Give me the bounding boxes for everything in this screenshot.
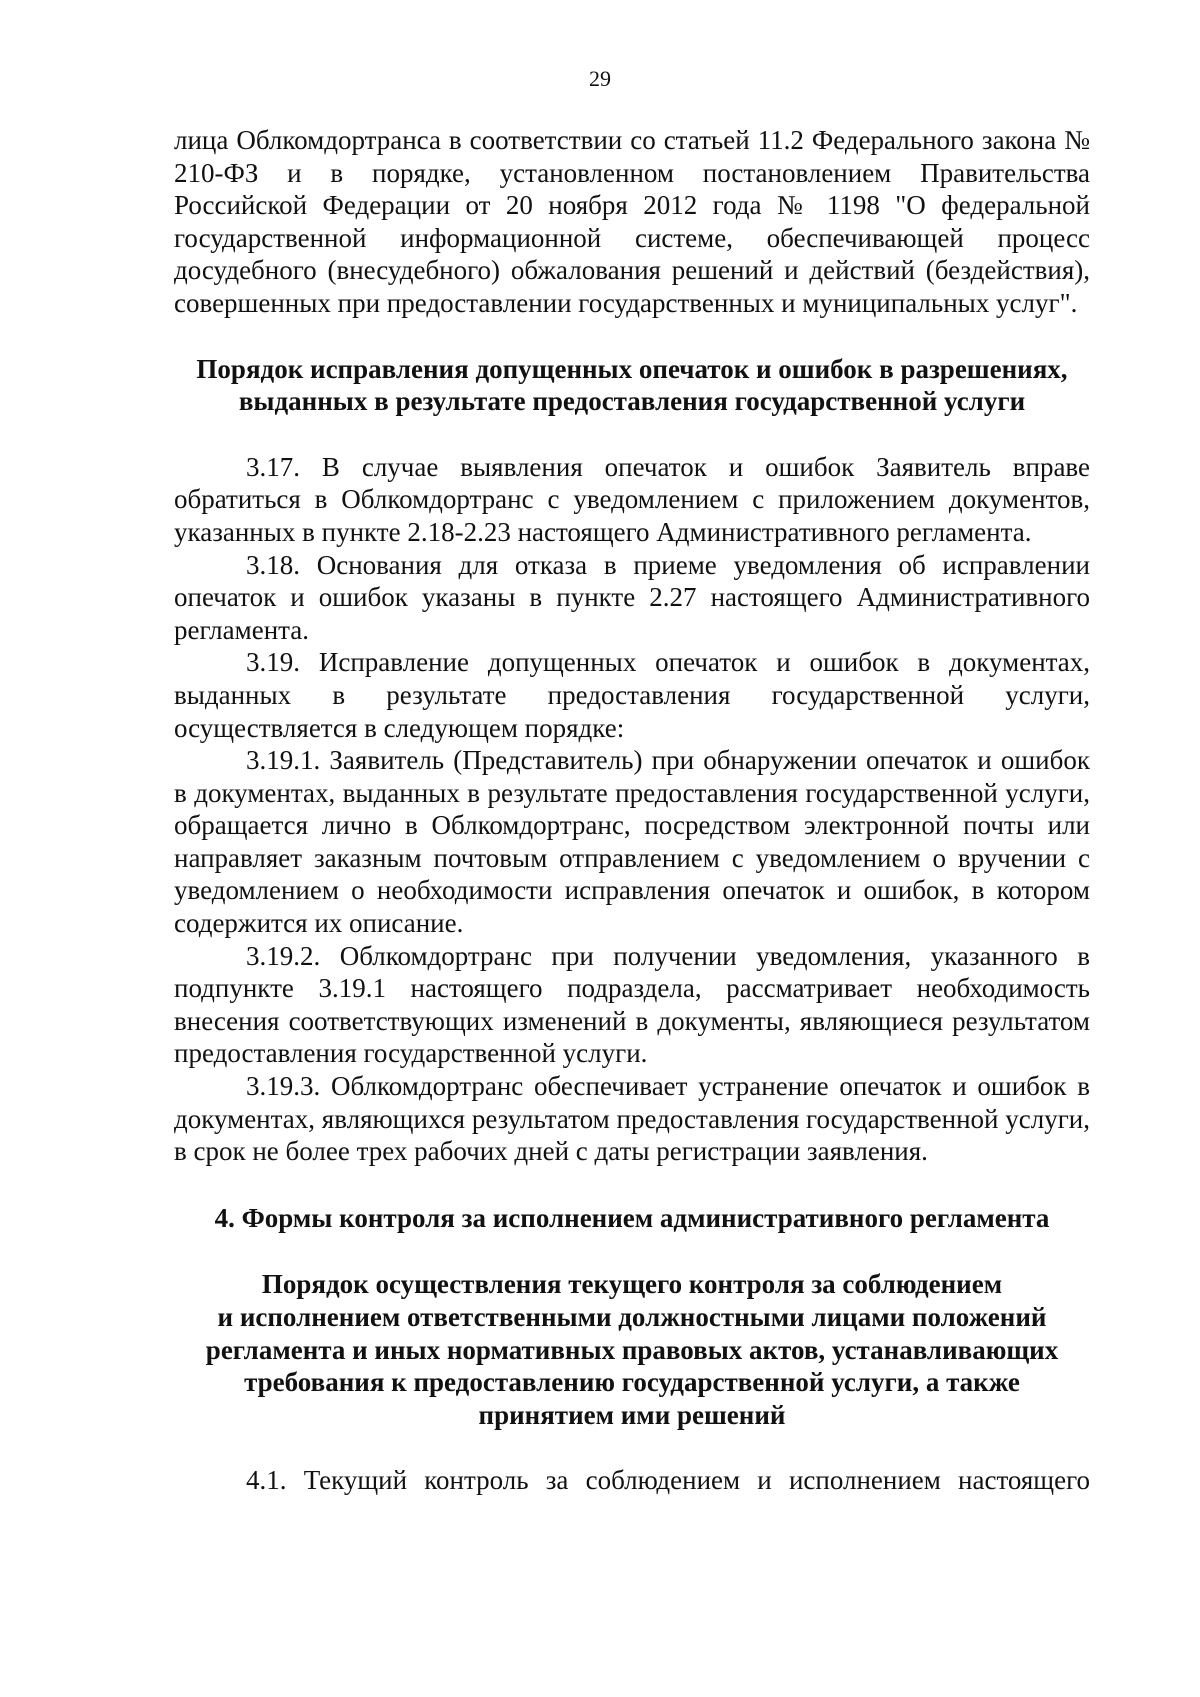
heading-line: принятием ими решений	[478, 1399, 786, 1430]
paragraph-3-18: 3.18. Основания для отказа в приеме уведомления об исправлении опечаток и ошибок указаны в пункте 2.27 настоящего Административного регламента.	[174, 549, 1090, 645]
paragraph-continuation: лица Облкомдортранса в соответствии со статьей 11.2 Федерального закона № 210-ФЗ и в порядке, установленном постановлением Правительства Российской Федерации от 20 ноября 2012 года № 1198 "О федеральной государственной информационной системе, обеспечивающей процесс досудебного (внесудебного) обжалования решений и действий (бездействия), совершенных при предоставлении государственных и муниципальных услуг".	[174, 125, 1090, 318]
heading-line: и исполнением ответственными должностными лицами положений	[217, 1302, 1047, 1332]
heading-line: Порядок исправления допущенных опечаток и ошибок в разрешениях,	[196, 353, 1068, 384]
heading-line: требования к предоставлению государственной услуги, а также	[244, 1367, 1020, 1398]
paragraph-3-19-1: 3.19.1. Заявитель (Представитель) при обнаружении опечаток и ошибок в документах, выданных в результате предоставления государственной услуги, обращается лично в Облкомдортранс, посредством электронной почты или направляет заказным почтовым отправлением с уведомлением о вручении с уведомлением о необходимости исправления опечаток и ошибок, в котором содержится их описание.	[174, 745, 1090, 939]
section-body-control	[174, 1464, 1090, 1497]
section-heading-control	[174, 1268, 1090, 1431]
heading-line: регламента и иных нормативных правовых актов, устанавливающих	[205, 1334, 1059, 1365]
paragraph-3-17: 3.17. В случае выявления опечаток и ошибок Заявитель вправе обратиться в Облкомдортранс с уведомлением с приложением документов, указанных в пункте 2.18-2.23 настоящего Административного регламента.	[174, 451, 1090, 547]
heading-line: Порядок осуществления текущего контроля за соблюдением	[261, 1269, 1003, 1300]
paragraph-3-19: 3.19. Исправление допущенных опечаток и ошибок в документах, выданных в результате предоставления государственной услуги, осуществляется в следующем порядке:	[174, 647, 1090, 743]
paragraph-4-1: 4.1. Текущий контроль за соблюдением и исполнением настоящего	[246, 1465, 1090, 1496]
document-body	[174, 124, 1090, 1497]
page-number: 29	[589, 66, 611, 91]
section-body-corrections	[174, 451, 1090, 1168]
chapter-heading: 4. Формы контроля за исполнением административного регламента	[214, 1202, 1050, 1233]
section-heading-corrections	[174, 353, 1090, 418]
paragraph-3-19-2: 3.19.2. Облкомдортранс при получении уведомления, указанного в подпункте 3.19.1 настоящего подраздела, рассматривает необходимость внесения соответствующих изменений в документы, являющиеся результатом предоставления государственной услуги.	[174, 940, 1090, 1069]
paragraph-3-19-3: 3.19.3. Облкомдортранс обеспечивает устранение опечаток и ошибок в документах, являющихся результатом предоставления государственной услуги, в срок не более трех рабочих дней с даты регистрации заявления.	[174, 1071, 1090, 1167]
heading-line: выданных в результате предоставления государственной услуги	[238, 386, 1026, 417]
